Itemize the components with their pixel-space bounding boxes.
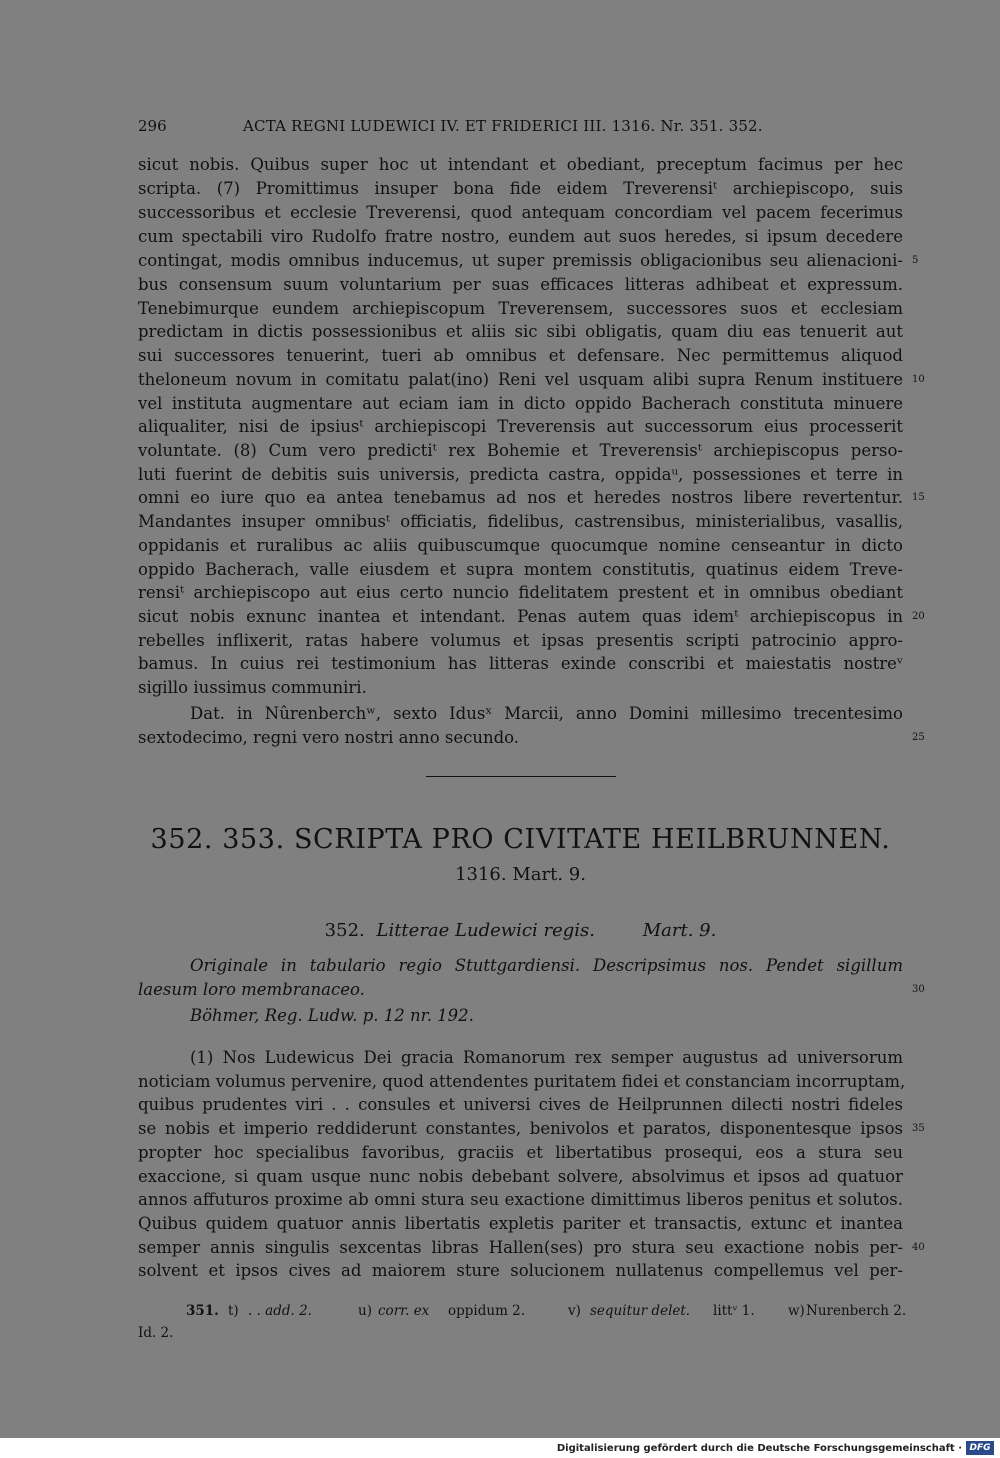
footnote-mark: u) (358, 1303, 372, 1319)
source-line: Originale in tabulario regio Stuttgardiensi. Descripsimus nos. Pendet sigillum (190, 956, 903, 975)
body-line: (1) Nos Ludewicus Dei gracia Romanorum rex semper augustus ad universorum (190, 1048, 903, 1067)
body-line: rebelles inflixerit, ratas habere volumus et ipsas presentis scripti patrocinio appro- (138, 631, 903, 650)
document-title: Litterae Ludewici regis. (376, 920, 595, 941)
body-line: voluntate. (8) Cum vero predictiᵗ rex Bohemie et Treverensisᵗ archiepiscopus perso- (138, 441, 903, 460)
footnote-mark: t) (228, 1303, 239, 1319)
body-line: aliqualiter, nisi de ipsiusᵗ archiepiscopi Treverensis aut successorum eius processerit (138, 417, 903, 436)
line-number: 40 (912, 1242, 925, 1253)
document-date: Mart. 9. (642, 920, 717, 941)
body-line: Mandantes insuper omnibusᵗ officiatis, fidelibus, castrensibus, ministerialibus, vasallis, (138, 512, 903, 531)
body-line: bus consensum suum voluntarium per suas efficaces litteras adhibeat et expressum. (138, 275, 903, 294)
body-line: noticiam volumus pervenire, quod attendentes puritatem fidei et constanciam incorruptam, (138, 1072, 906, 1091)
running-title: ACTA REGNI LUDEWICI IV. ET FRIDERICI III. 1316. Nr. 351. 352. (243, 117, 763, 135)
dfg-logo-icon: DFG (966, 1441, 994, 1455)
line-number: 35 (912, 1123, 925, 1134)
body-line: bamus. In cuius rei testimonium has litteras exinde conscribi et maiestatis nostreᵛ (138, 654, 903, 673)
body-line: sicut nobis. Quibus super hoc ut intendant et obediant, preceptum facimus per hec (138, 155, 903, 174)
line-number: 25 (912, 732, 925, 743)
body-line: se nobis et imperio reddiderunt constantes, benivolos et paratos, disponentesque ipsos (138, 1119, 903, 1138)
body-line: solvent et ipsos cives ad maiorem sture solucionem nullatenus compellemus vel per- (138, 1261, 903, 1280)
section-date: 1316. Mart. 9. (455, 864, 586, 885)
footnote-mark: v) (568, 1303, 581, 1319)
line-number: 30 (912, 984, 925, 995)
body-line: semper annis singulis sexcentas libras Hallen(ses) pro stura seu exactione nobis per- (138, 1238, 903, 1257)
body-line: sui successores tenuerint, tueri ab omnibus et defensare. Nec permittemus aliquod (138, 346, 903, 365)
source-line: laesum loro membranaceo. (138, 980, 365, 999)
footnote-text: . . add. 2. (248, 1303, 312, 1319)
funding-credit: Digitalisierung gefördert durch die Deutsche Forschungsgemeinschaft · (556, 1443, 962, 1454)
body-line: Dat. in Nûrenberchʷ, sexto Idusˣ Marcii, anno Domini millesimo trecentesimo (190, 704, 903, 723)
page-number: 296 (138, 117, 167, 135)
body-line: annos affuturos proxime ab omni stura seu exactione dimittimus liberos penitus et solutos. (138, 1190, 903, 1209)
footer-credit (0, 1439, 1000, 1458)
footnote-text: oppidum 2. (448, 1303, 526, 1319)
body-line: propter hoc specialibus favoribus, graciis et libertatibus prosequi, eos a stura seu (138, 1143, 903, 1162)
body-line: sicut nobis exnunc inantea et intendant. Penas autem quas idemᵗ archiepiscopus in (138, 607, 903, 626)
body-line: exaccione, si quam usque nunc nobis debebant solvere, absolvimus et ipsos ad quatuor (138, 1167, 903, 1186)
body-line: luti fuerint de debitis suis universis, predicta castra, oppidaᵘ, possessiones et terre in (138, 465, 903, 484)
line-number: 10 (912, 374, 925, 385)
body-line: oppido Bacherach, valle eiusdem et supra montem constitutis, quatinus eidem Treve- (138, 560, 903, 579)
body-line: sigillo iussimus communiri. (138, 678, 367, 697)
body-line: quibus prudentes viri . . consules et universi cives de Heilprunnen dilecti nostri fideles (138, 1095, 903, 1114)
body-line: theloneum novum in comitatu palat(ino) Reni vel usquam alibi supra Renum instituere (138, 370, 903, 389)
document-number: 352. (324, 920, 365, 941)
document-heading (138, 918, 903, 944)
body-line: cum spectabili viro Rudolfo fratre nostro, eundem aut suos heredes, si ipsum decedere (138, 227, 903, 246)
footnote-label: sequitur delet. (590, 1303, 691, 1319)
footnote-text: Nurenberch 2. (806, 1303, 907, 1319)
footnote-label: corr. ex (378, 1303, 430, 1319)
body-line: sextodecimo, regni vero nostri anno secundo. (138, 728, 520, 747)
body-line: predictam in dictis possessionibus et aliis sic sibi obligatis, quam diu eas tenuerit aut (138, 322, 903, 341)
body-line: rensiᵗ archiepiscopo aut eius certo nuncio fidelitatem prestent et in omnibus obediant (138, 583, 903, 602)
line-number: 5 (912, 255, 919, 266)
section-title: 352. 353. SCRIPTA PRO CIVITATE HEILBRUNNEN. (150, 824, 891, 855)
reference-line: Böhmer, Reg. Ludw. p. 12 nr. 192. (190, 1006, 474, 1025)
body-line: Quibus quidem quatuor annis libertatis expletis pariter et transactis, extunc et inantea (138, 1214, 903, 1233)
body-line: omni eo iure quo ea antea tenebamus ad nos et heredes nostros libere revertentur. (138, 488, 903, 507)
line-number: 20 (912, 611, 925, 622)
line-number: 15 (912, 492, 925, 503)
body-line: oppidanis et ruralibus ac aliis quibuscumque quocumque nomine censeantur in dicto (138, 536, 903, 555)
body-line: Tenebimurque eundem archiepiscopum Treverensem, successores suos et ecclesiam (138, 299, 903, 318)
body-line: vel instituta augmentare aut eciam iam in dicto oppido Bacherach constituta minuere (138, 394, 903, 413)
section-divider (426, 776, 616, 777)
body-line: successoribus et ecclesie Treverensi, quod antequam concordiam vel pacem fecerimus (138, 203, 903, 222)
footnote-ref: 351. (186, 1303, 219, 1319)
body-line: scripta. (7) Promittimus insuper bona fide eidem Treverensiᵗ archiepiscopo, suis (138, 179, 903, 198)
body-line: contingat, modis omnibus inducemus, ut super premissis obligacionibus seu alienacioni- (138, 251, 903, 270)
footnote-mark: w) (788, 1303, 805, 1319)
footnote-text: littᵛ 1. (713, 1303, 755, 1319)
footnote-line: Id. 2. (138, 1325, 174, 1341)
